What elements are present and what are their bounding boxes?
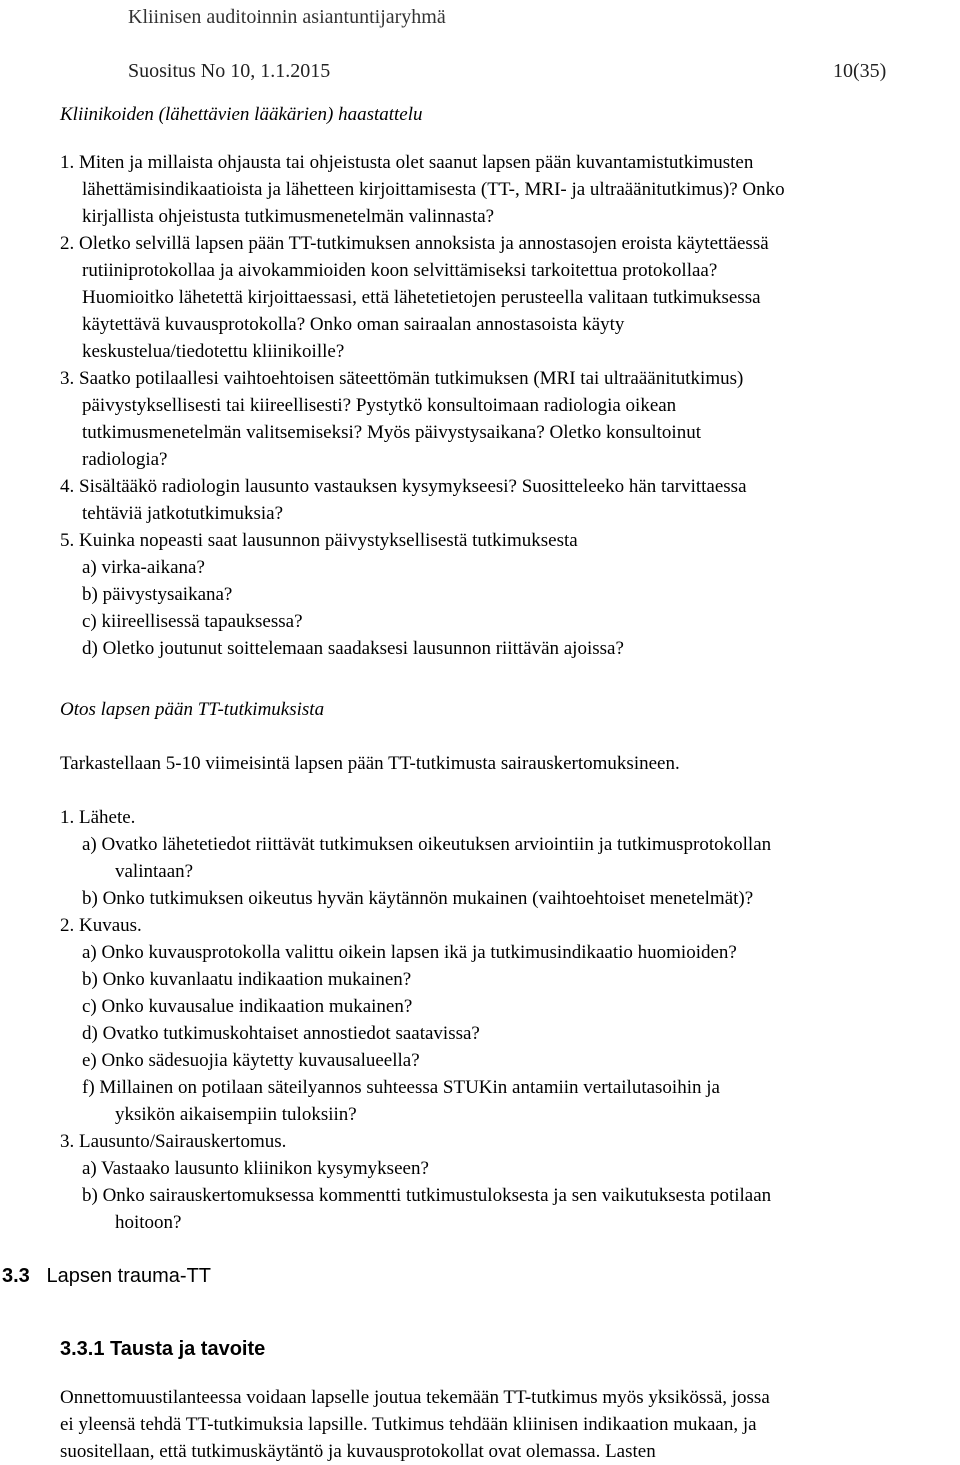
checklist-line: a) Vastaako lausunto kliinikon kysymykseen?: [82, 1158, 429, 1179]
interview-line: kirjallista ohjeistusta tutkimusmenetelmän valinnasta?: [82, 206, 495, 227]
interview-line: päivystyksellisesti tai kiireellisesti? Pystytkö konsultoimaan radiologia oikean: [82, 395, 677, 416]
header-organization: Kliinisen auditoinnin asiantuntijaryhmä: [128, 6, 446, 28]
section-body: [60, 1384, 950, 1465]
page-number: 10(35): [833, 60, 887, 82]
checklist-line: b) Onko tutkimuksen oikeutus hyvän käytännön mukainen (vaihtoehtoiset menetelmät)?: [82, 888, 754, 909]
sample-checklist: [60, 804, 950, 1236]
interview-line: radiologia?: [82, 449, 168, 470]
interview-line: keskustelua/tiedotettu kliinikoille?: [82, 341, 345, 362]
header-recommendation: Suositus No 10, 1.1.2015: [128, 60, 331, 82]
interview-line: 5. Kuinka nopeasti saat lausunnon päivystyksellisestä tutkimuksesta: [60, 530, 578, 551]
checklist-line: a) Onko kuvausprotokolla valittu oikein lapsen ikä ja tutkimusindikaatio huomioiden?: [82, 942, 737, 963]
interview-line: a) virka-aikana?: [82, 557, 205, 578]
checklist-line: 1. Lähete.: [60, 807, 136, 828]
interview-line: lähettämisindikaatioista ja lähetteen kirjoittamisesta (TT-, MRI- ja ultraäänitutkimus)? Onko: [82, 179, 785, 200]
sample-title: Otos lapsen pään TT-tutkimuksista: [60, 699, 325, 720]
interview-title: Kliinikoiden (lähettävien lääkärien) haastattelu: [60, 104, 423, 125]
checklist-line: b) Onko kuvanlaatu indikaation mukainen?: [82, 969, 412, 990]
checklist-line: e) Onko sädesuojia käytetty kuvausalueella?: [82, 1050, 420, 1071]
interview-line: käytettävä kuvausprotokolla? Onko oman sairaalan annostasoista käyty: [82, 314, 625, 335]
interview-line: 2. Oletko selvillä lapsen pään TT-tutkimuksen annoksista ja annostasojen eroista käytettäessä: [60, 233, 769, 254]
checklist-line: f) Millainen on potilaan säteilyannos suhteessa STUKin antamiin vertailutasoihin ja: [82, 1077, 720, 1098]
subsection-heading: 3.3.1 Tausta ja tavoite: [60, 1338, 266, 1360]
section-heading: [2, 1263, 211, 1290]
interview-line: b) päivystysaikana?: [82, 584, 233, 605]
checklist-line: a) Ovatko lähetetiedot riittävät tutkimuksen oikeutuksen arviointiin ja tutkimusprotokollan: [82, 834, 772, 855]
interview-line: tehtäviä jatkotutkimuksia?: [82, 503, 284, 524]
interview-line: 4. Sisältääkö radiologin lausunto vastauksen kysymykseesi? Suositteleeko hän tarvittaessa: [60, 476, 747, 497]
interview-line: 3. Saatko potilaallesi vaihtoehtoisen säteettömän tutkimuksen (MRI tai ultraäänitutkimus): [60, 368, 744, 389]
interview-line: Huomioitko lähetettä kirjoittaessasi, että lähetetietojen perusteella valitaan tutkimuksessa: [82, 287, 761, 308]
interview-line: tutkimusmenetelmän valitsemiseksi? Myös päivystysaikana? Oletko konsultoinut: [82, 422, 701, 443]
checklist-line: yksikön aikaisempiin tuloksiin?: [115, 1104, 357, 1125]
body-line: ei yleensä tehdä TT-tutkimuksia lapsille. Tutkimus tehdään kliinisen indikaation mukaan, ja: [60, 1414, 757, 1435]
checklist-line: 3. Lausunto/Sairauskertomus.: [60, 1131, 287, 1152]
interview-questions: [60, 149, 950, 662]
section-title: Lapsen trauma-TT: [46, 1265, 211, 1287]
body-line: suositellaan, että tutkimuskäytäntö ja kuvausprotokollat ovat olemassa. Lasten: [60, 1441, 656, 1462]
interview-line: d) Oletko joutunut soittelemaan saadaksesi lausunnon riittävän ajoissa?: [82, 638, 624, 659]
sample-intro: Tarkastellaan 5-10 viimeisintä lapsen pään TT-tutkimusta sairauskertomuksineen.: [60, 753, 680, 774]
checklist-line: valintaan?: [115, 861, 194, 882]
interview-line: rutiiniprotokollaa ja aivokammioiden koon selvittämiseksi tarkoitettua protokollaa?: [82, 260, 718, 281]
section-number: 3.3: [2, 1265, 30, 1287]
checklist-line: 2. Kuvaus.: [60, 915, 142, 936]
interview-line: c) kiireellisessä tapauksessa?: [82, 611, 303, 632]
checklist-line: hoitoon?: [115, 1212, 182, 1233]
interview-line: 1. Miten ja millaista ohjausta tai ohjeistusta olet saanut lapsen pään kuvantamistutkimusten: [60, 152, 754, 173]
checklist-line: d) Ovatko tutkimuskohtaiset annostiedot saatavissa?: [82, 1023, 480, 1044]
checklist-line: c) Onko kuvausalue indikaation mukainen?: [82, 996, 413, 1017]
checklist-line: b) Onko sairauskertomuksessa kommentti tutkimustuloksesta ja sen vaikutuksesta potilaan: [82, 1185, 772, 1206]
body-line: Onnettomuustilanteessa voidaan lapselle joutua tekemään TT-tutkimus myös yksikössä, jossa: [60, 1387, 770, 1408]
